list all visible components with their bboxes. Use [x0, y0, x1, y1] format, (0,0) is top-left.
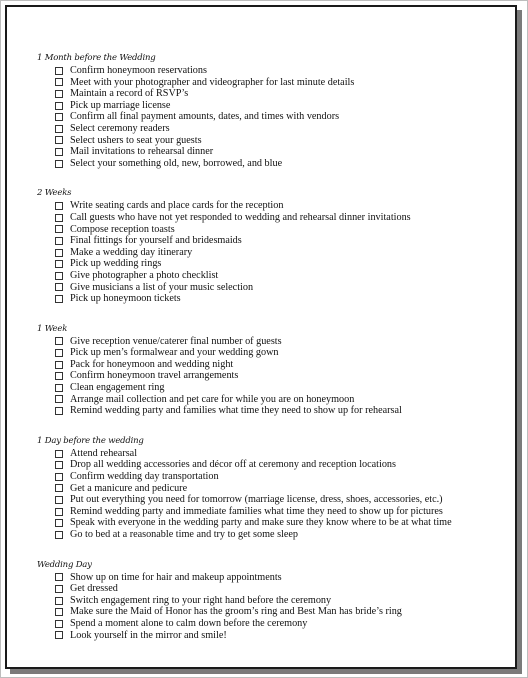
checklist-item-text: Meet with your photographer and videographer for last minute details	[70, 76, 355, 88]
checkbox-icon[interactable]	[55, 237, 63, 245]
checklist-item-text: Show up on time for hair and makeup appointments	[70, 571, 282, 583]
checkbox-icon[interactable]	[55, 597, 63, 605]
checklist-item-text: Speak with everyone in the wedding party and make sure they know where to be at what time	[70, 517, 452, 529]
checkbox-icon[interactable]	[55, 295, 63, 303]
checklist-item-text: Compose reception toasts	[70, 223, 175, 235]
checklist-item-text: Call guests who have not yet responded to wedding and rehearsal dinner invitations	[70, 211, 411, 223]
checkbox-icon[interactable]	[55, 519, 63, 527]
checklist-item	[55, 583, 507, 595]
checklist-item-text: Get dressed	[70, 583, 118, 595]
checklist-item	[55, 517, 507, 529]
checklist-section	[37, 436, 507, 541]
checkbox-icon[interactable]	[55, 90, 63, 98]
checklist-item-text: Mail invitations to rehearsal dinner	[70, 146, 214, 158]
checklist-item	[55, 595, 507, 607]
checkbox-icon[interactable]	[55, 113, 63, 121]
checklist-page	[5, 5, 517, 669]
checklist-item-text: Confirm honeymoon travel arrangements	[70, 370, 239, 382]
section-title: 1 Week	[37, 323, 68, 334]
checklist	[37, 448, 507, 541]
checkbox-icon[interactable]	[55, 102, 63, 110]
checklist-item	[55, 572, 507, 584]
checkbox-icon[interactable]	[55, 531, 63, 539]
checklist-item	[55, 405, 507, 417]
checklist-item	[55, 394, 507, 406]
checklist-item	[55, 65, 507, 77]
checklist-item-text: Drop all wedding accessories and décor off at ceremony and reception locations	[70, 459, 396, 471]
checklist-item	[55, 235, 507, 247]
section-title: Wedding Day	[37, 559, 92, 570]
checkbox-icon[interactable]	[55, 361, 63, 369]
checklist-section	[37, 188, 507, 304]
checkbox-icon[interactable]	[55, 573, 63, 581]
checklist-item	[55, 606, 507, 618]
checklist-item-text: Look yourself in the mirror and smile!	[70, 629, 227, 641]
checklist-item	[55, 270, 507, 282]
checklist-item	[55, 212, 507, 224]
checklist-item	[55, 359, 507, 371]
checklist-item-text: Pack for honeymoon and wedding night	[70, 358, 234, 370]
checkbox-icon[interactable]	[55, 78, 63, 86]
checklist-item	[55, 100, 507, 112]
checkbox-icon[interactable]	[55, 508, 63, 516]
checklist	[37, 336, 507, 417]
checkbox-icon[interactable]	[55, 372, 63, 380]
checkbox-icon[interactable]	[55, 249, 63, 257]
checklist-item-text: Select ceremony readers	[70, 122, 170, 134]
checklist	[37, 572, 507, 642]
checkbox-icon[interactable]	[55, 148, 63, 156]
checklist-item	[55, 347, 507, 359]
checkbox-icon[interactable]	[55, 450, 63, 458]
checklist-item	[55, 77, 507, 89]
checklist-item-text: Make sure the Maid of Honor has the groom’s ring and Best Man has bride’s ring	[70, 606, 402, 618]
checklist-item-text: Remind wedding party and families what time they need to show up for rehearsal	[70, 405, 402, 417]
checklist-item	[55, 123, 507, 135]
checklist-item	[55, 459, 507, 471]
checklist-item-text: Switch engagement ring to your right hand before the ceremony	[70, 594, 332, 606]
checklist-item-text: Go to bed at a reasonable time and try to get some sleep	[70, 529, 299, 540]
checklist-item	[55, 506, 507, 518]
checklist-section	[37, 324, 507, 417]
checklist-item	[55, 382, 507, 394]
checklist-item	[55, 258, 507, 270]
checklist-item-text: Put out everything you need for tomorrow (marriage license, dress, shoes, accessories, etc.)	[70, 494, 443, 506]
checklist-item	[55, 630, 507, 642]
checklist-section	[37, 53, 507, 169]
checklist-item-text: Final fittings for yourself and bridesmaids	[70, 235, 242, 247]
checklist-item-text: Pick up honeymoon tickets	[70, 293, 181, 305]
checkbox-icon[interactable]	[55, 384, 63, 392]
section-title: 2 Weeks	[37, 188, 72, 199]
section-title: 1 Day before the wedding	[37, 435, 144, 446]
checkbox-icon[interactable]	[55, 272, 63, 280]
checklist-item-text: Get a manicure and pedicure	[70, 482, 188, 494]
checklist-item-text: Clean engagement ring	[70, 382, 165, 394]
checkbox-icon[interactable]	[55, 585, 63, 593]
checklist	[37, 65, 507, 169]
checklist-content	[37, 53, 507, 660]
checklist-item	[55, 494, 507, 506]
checklist-item	[55, 293, 507, 305]
checklist-section	[37, 560, 507, 642]
checkbox-icon[interactable]	[55, 473, 63, 481]
checklist-item-text: Confirm honeymoon reservations	[70, 65, 207, 76]
checklist-item	[55, 224, 507, 236]
checklist-item	[55, 448, 507, 460]
checklist-item-text: Maintain a record of RSVP’s	[70, 88, 189, 100]
checklist-item	[55, 135, 507, 147]
checklist-item	[55, 111, 507, 123]
checkbox-icon[interactable]	[55, 395, 63, 403]
checklist-item-text: Give musicians a list of your music selection	[70, 281, 254, 293]
checkbox-icon[interactable]	[55, 125, 63, 133]
checklist-item-text: Remind wedding party and immediate families what time they need to show up for pictures	[70, 505, 443, 517]
checklist-item	[55, 158, 507, 170]
checklist-item-text: Make a wedding day itinerary	[70, 246, 193, 258]
checklist-item-text: Write seating cards and place cards for the reception	[70, 200, 284, 212]
checklist-item-text: Select ushers to seat your guests	[70, 134, 202, 146]
checklist-item	[55, 471, 507, 483]
checkbox-icon[interactable]	[55, 225, 63, 233]
checkbox-icon[interactable]	[55, 631, 63, 639]
checklist-item-text: Arrange mail collection and pet care for while you are on honeymoon	[70, 393, 355, 405]
checkbox-icon[interactable]	[55, 67, 63, 75]
checklist-item-text: Pick up wedding rings	[70, 258, 162, 270]
checkbox-icon[interactable]	[55, 349, 63, 357]
checkbox-icon[interactable]	[55, 260, 63, 268]
checklist-item	[55, 483, 507, 495]
checkbox-icon[interactable]	[55, 160, 63, 168]
checklist-item	[55, 370, 507, 382]
checkbox-icon[interactable]	[55, 620, 63, 628]
checklist-item-text: Give photographer a photo checklist	[70, 269, 219, 281]
checklist	[37, 200, 507, 304]
checkbox-icon[interactable]	[55, 484, 63, 492]
checkbox-icon[interactable]	[55, 496, 63, 504]
checklist-item	[55, 146, 507, 158]
checklist-item-text: Spend a moment alone to calm down before the ceremony	[70, 617, 308, 629]
checklist-item-text: Confirm all final payment amounts, dates, and times with vendors	[70, 111, 340, 123]
checklist-item	[55, 618, 507, 630]
checkbox-icon[interactable]	[55, 337, 63, 345]
checklist-item	[55, 247, 507, 259]
checklist-item-text: Select your something old, new, borrowed, and blue	[70, 157, 283, 169]
checklist-item	[55, 88, 507, 100]
checklist-item-text: Give reception venue/caterer final number of guests	[70, 335, 282, 347]
checklist-item-text: Pick up marriage license	[70, 99, 171, 111]
checklist-item-text: Confirm wedding day transportation	[70, 471, 219, 483]
checklist-item-text: Pick up men’s formalwear and your wedding gown	[70, 347, 279, 359]
checkbox-icon[interactable]	[55, 283, 63, 291]
checklist-item-text: Attend rehearsal	[70, 447, 138, 459]
checkbox-icon[interactable]	[55, 214, 63, 222]
checklist-item	[55, 200, 507, 212]
checklist-item	[55, 282, 507, 294]
checkbox-icon[interactable]	[55, 461, 63, 469]
section-title: 1 Month before the Wedding	[37, 53, 156, 63]
checkbox-icon[interactable]	[55, 407, 63, 415]
checkbox-icon[interactable]	[55, 608, 63, 616]
checkbox-icon[interactable]	[55, 202, 63, 210]
checklist-item	[55, 336, 507, 348]
checklist-item	[55, 529, 507, 541]
checkbox-icon[interactable]	[55, 136, 63, 144]
